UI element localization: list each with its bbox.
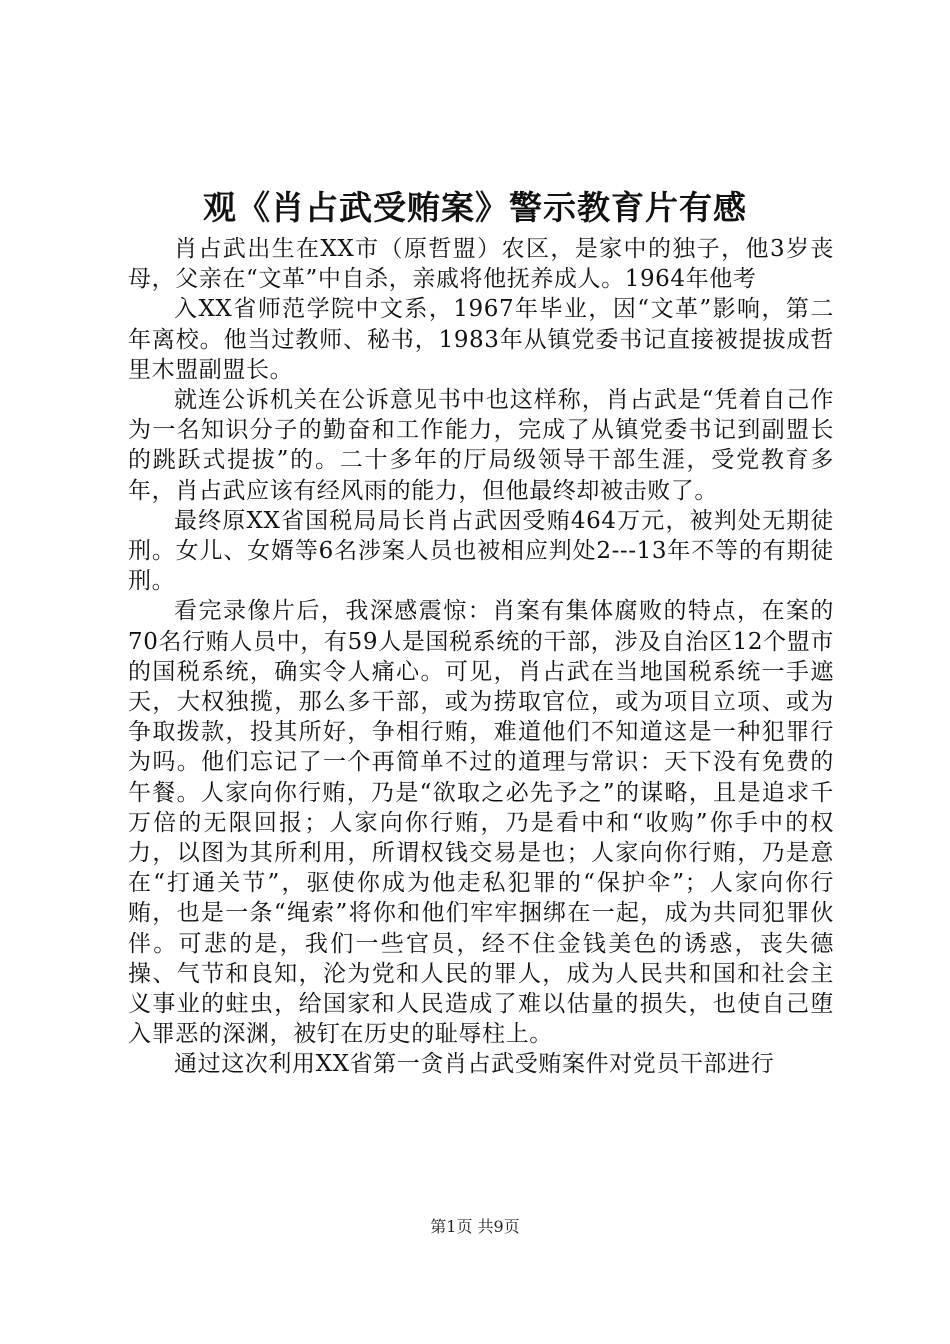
paragraph: 肖占武出生在XX市（原哲盟）农区，是家中的独子，他3岁丧母，父亲在“文革”中自杀，亲戚将他抚养成人。1964年他考: [128, 236, 834, 293]
paragraph: 就连公诉机关在公诉意见书中也这样称，肖占武是“凭着自己作为一名知识分子的勤奋和工作能力，完成了从镇党委书记到副盟长的跳跃式提拔”的。二十多年的厅局级领导干部生涯，受党教育多年，肖占武应该有经风雨的能力，但他最终却被击败了。: [128, 387, 834, 504]
document-body: [128, 234, 834, 1080]
paragraph: 通过这次利用XX省第一贪肖占武受贿案件对党员干部进行: [174, 1051, 775, 1078]
document-title: 观《肖占武受贿案》警示教育片有感: [203, 188, 747, 227]
page-number-footer: 第1页 共9页: [430, 1217, 520, 1236]
paragraph: 看完录像片后，我深感震惊：肖案有集体腐败的特点，在案的70名行贿人员中，有59人是国税系统的干部，涉及自治区12个盟市的国税系统，确实令人痛心。可见，肖占武在当地国税系统一手遮天，大权独揽，那么多干部，或为捞取官位，或为项目立项、或为争取拨款，投其所好，争相行贿，难道他们不知道这是一种犯罪行为吗。他们忘记了一个再简单不过的道理与常识：天下没有免费的午餐。人家向你行贿，乃是“欲取之必先予之”的谋略，且是追求千万倍的无限回报；人家向你行贿，乃是看中和“收购”你手中的权力，以图为其所利用，所谓权钱交易是也；人家向你行贿，乃是意在“打通关节”，驱使你成为他走私犯罪的“保护伞”；人家向你行贿，也是一条“绳索”将你和他们牢牢捆绑在一起，成为共同犯罪伙伴。可悲的是，我们一些官员，经不住金钱美色的诱惑，丧失德操、气节和良知，沦为党和人民的罪人，成为人民共和国和社会主义事业的蛀虫，给国家和人民造成了难以估量的损失，也使自己堕入罪恶的深渊，被钉在历史的耻辱柱上。: [128, 598, 834, 1048]
paragraph: 最终原XX省国税局局长肖占武因受贿464万元，被判处无期徒刑。女儿、女婿等6名涉案人员也被相应判处2---13年不等的有期徒刑。: [128, 507, 834, 595]
paragraph: 入XX省师范学院中文系，1967年毕业，因“文革”影响，第二年离校。他当过教师、秘书，1983年从镇党委书记直接被提拔成哲里木盟副盟长。: [128, 296, 834, 383]
